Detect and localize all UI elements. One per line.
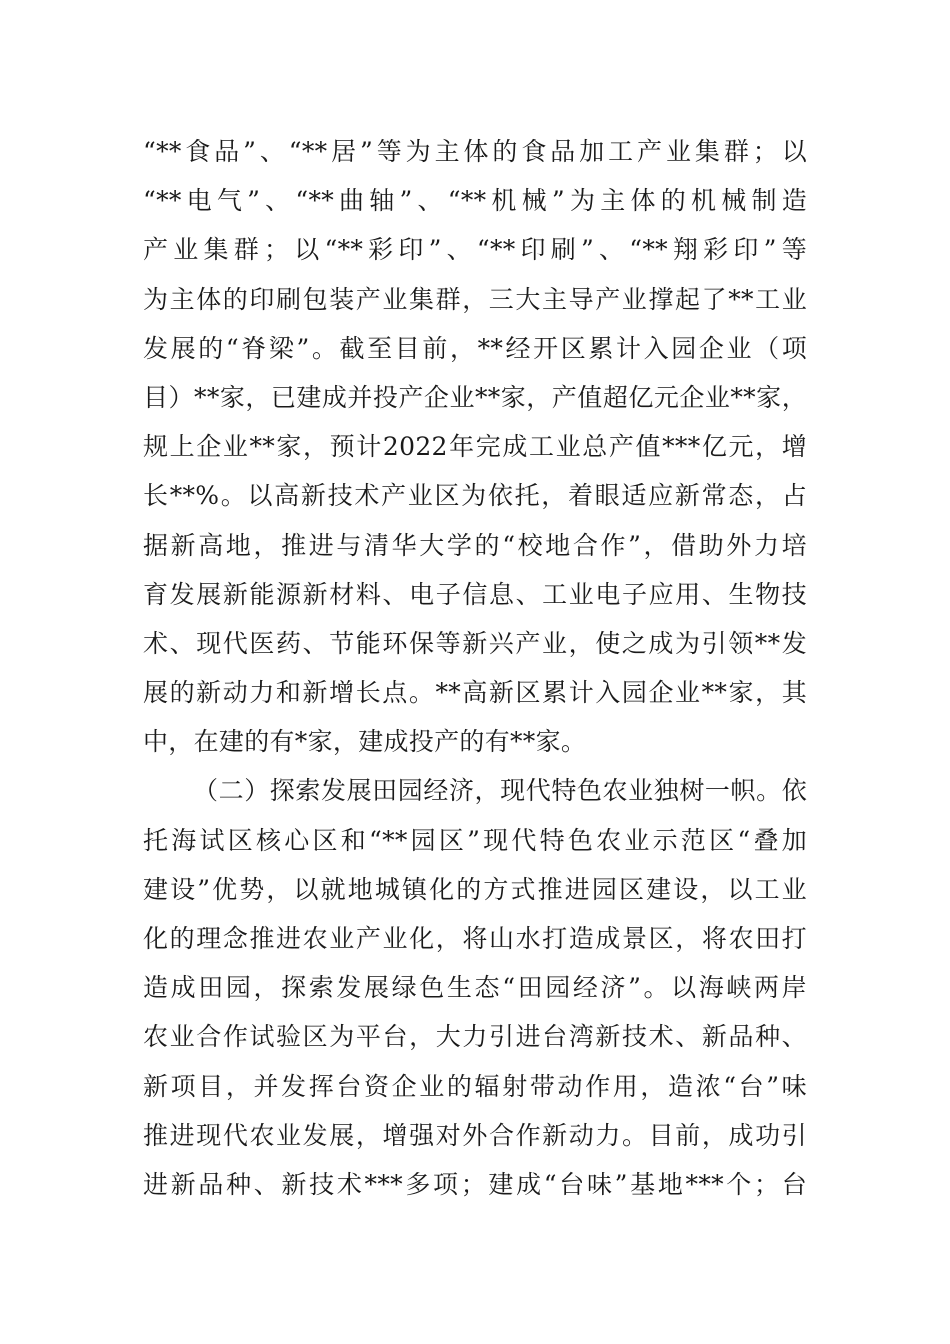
text-line: （二）探索发展田园经济，现代特色农业独树一帜。依 [193, 776, 807, 806]
text-line: 长**%。以高新技术产业区为依托，着眼适应新常态，占 [143, 481, 807, 511]
text-line: 中，在建的有*家，建成投产的有**家。 [143, 727, 587, 757]
text-line: 据新高地，推进与清华大学的“校地合作”，借助外力培 [143, 530, 807, 560]
document-body [143, 127, 807, 1209]
text-line: 新项目，并发挥台资企业的辐射带动作用，造浓“台”味 [143, 1071, 807, 1101]
text-line: 育发展新能源新材料、电子信息、工业电子应用、生物技 [143, 579, 807, 609]
text-line: 术、现代医药、节能环保等新兴产业，使之成为引领**发 [143, 628, 807, 658]
text-line: 为主体的印刷包装产业集群，三大主导产业撑起了**工业 [143, 284, 807, 314]
text-line: 农业合作试验区为平台，大力引进台湾新技术、新品种、 [143, 1022, 807, 1052]
text-line: 推进现代农业发展，增强对外合作新动力。目前，成功引 [143, 1120, 807, 1150]
text-line: 展的新动力和新增长点。**高新区累计入园企业**家，其 [143, 678, 807, 708]
paragraph-pastoral-economy [143, 766, 807, 1209]
text-line: “**电气”、“**曲轴”、“**机械”为主体的机械制造 [143, 186, 807, 216]
paragraph-industrial-clusters [143, 127, 807, 766]
text-line: 目）**家，已建成并投产企业**家，产值超亿元企业**家， [143, 382, 807, 412]
text-line: 产业集群；以“**彩印”、“**印刷”、“**翔彩印”等 [143, 235, 807, 265]
text-line: 化的理念推进农业产业化，将山水打造成景区，将农田打 [143, 924, 807, 953]
text-line: 建设”优势，以就地城镇化的方式推进园区建设，以工业 [143, 874, 807, 904]
text-line: 托海试区核心区和“**园区”现代特色农业示范区“叠加 [143, 825, 807, 855]
text-line: 进新品种、新技术***多项；建成“台味”基地***个；台 [143, 1169, 807, 1199]
text-line: 发展的“脊梁”。截至目前，**经开区累计入园企业（项 [143, 333, 807, 363]
text-line: “**食品”、“**居”等为主体的食品加工产业集群；以 [143, 137, 807, 166]
text-line: 规上企业**家，预计2022年完成工业总产值***亿元，增 [143, 432, 807, 462]
text-line: 造成田园，探索发展绿色生态“田园经济”。以海峡两岸 [143, 973, 807, 1003]
